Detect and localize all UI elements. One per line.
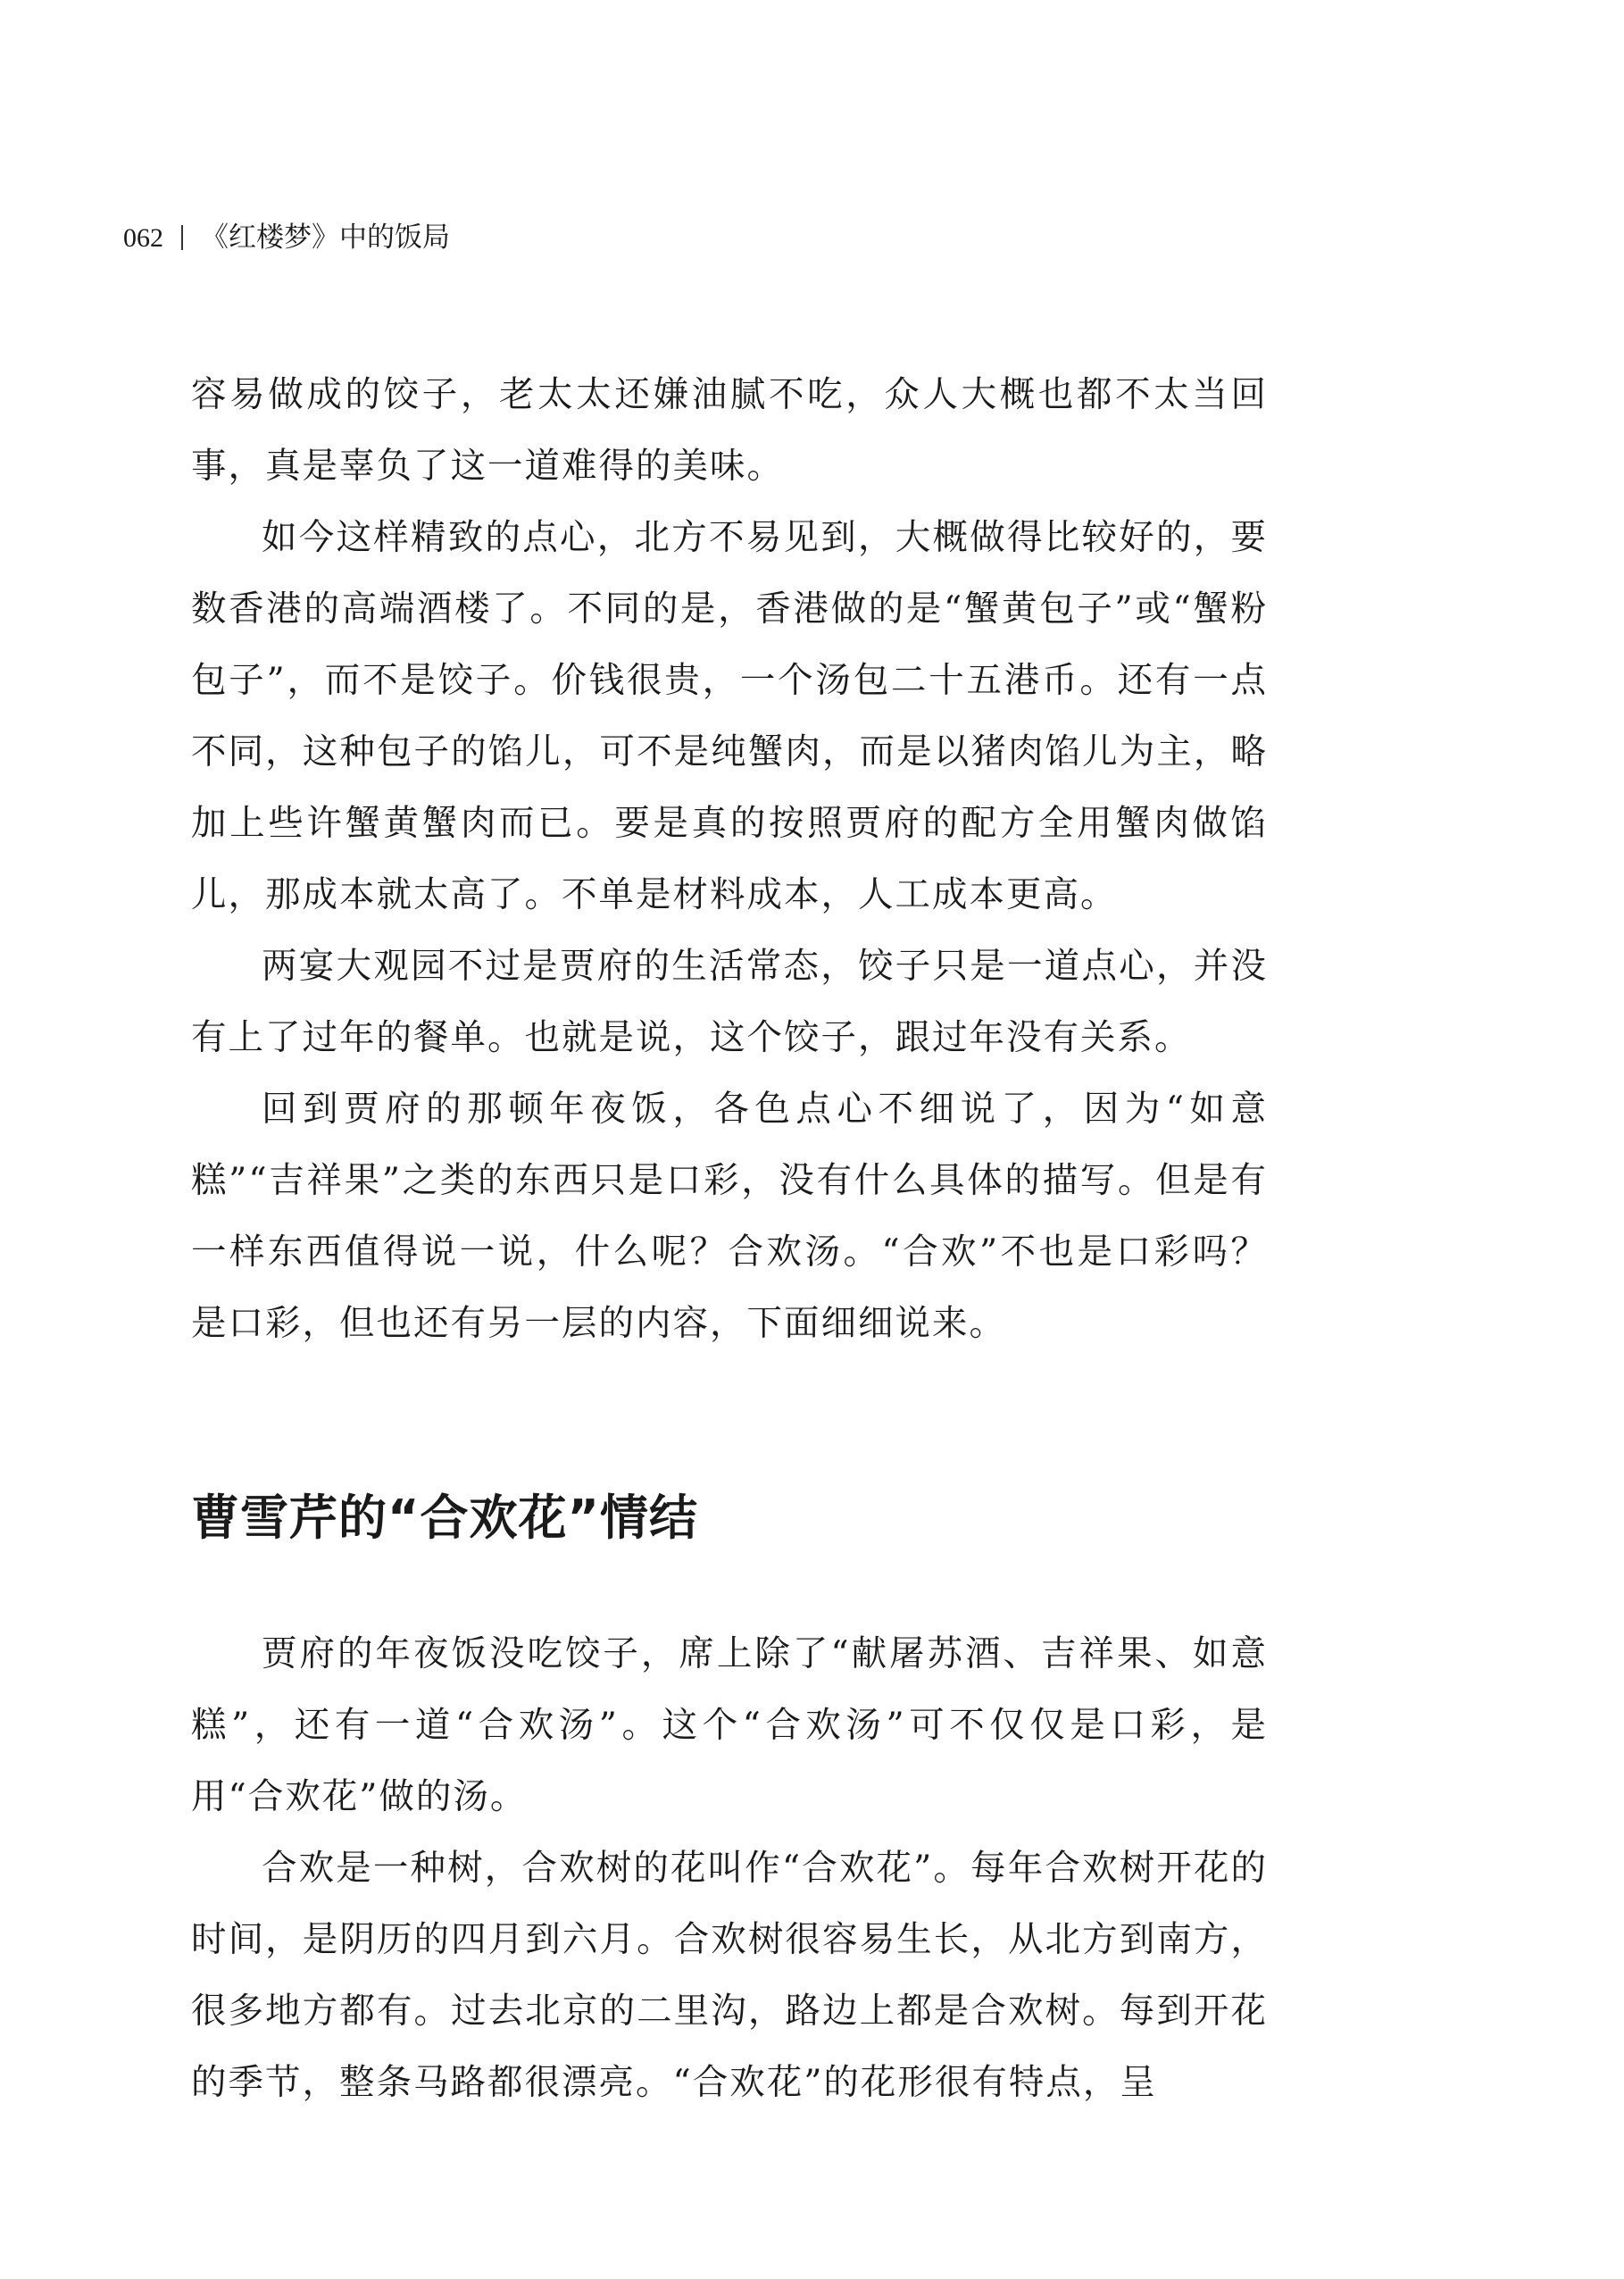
paragraph: 如今这样精致的点心，北方不易见到，大概做得比较好的，要数香港的高端酒楼了。不同的是，香港做的是“蟹黄包子”或“蟹粉包子”，而不是饺子。价钱很贵，一个汤包二十五港币。还有一点不同，这种包子的馅儿，可不是纯蟹肉，而是以猪肉馅儿为主，略加上些许蟹黄蟹肉而已。要是真的按照贾府的配方全用蟹肉做馅儿，那成本就太高了。不单是材料成本，人工成本更高。 xyxy=(191,517,1268,915)
paragraph: 容易做成的饺子，老太太还嫌油腻不吃，众人大概也都不太当回事，真是辜负了这一道难得的美味。 xyxy=(191,374,1268,487)
page-number: 062 xyxy=(123,223,163,253)
header-divider xyxy=(181,225,183,250)
body-text-bottom xyxy=(191,1618,1268,2118)
paragraph: 合欢是一种树，合欢树的花叫作“合欢花”。每年合欢树开花的时间，是阴历的四月到六月。合欢树很容易生长，从北方到南方，很多地方都有。过去北京的二里沟，路边上都是合欢树。每到开花的季节，整条马路都很漂亮。“合欢花”的花形很有特点，呈 xyxy=(191,1848,1268,2103)
paragraph: 两宴大观园不过是贾府的生活常态，饺子只是一道点心，并没有上了过年的餐单。也就是说，这个饺子，跟过年没有关系。 xyxy=(191,946,1268,1058)
paragraph: 贾府的年夜饭没吃饺子，席上除了“献屠苏酒、吉祥果、如意糕”，还有一道“合欢汤”。这个“合欢汤”可不仅仅是口彩，是用“合欢花”做的汤。 xyxy=(191,1633,1268,1817)
running-header xyxy=(123,220,450,256)
paragraph: 回到贾府的那顿年夜饭，各色点心不细说了，因为“如意糕”“吉祥果”之类的东西只是口彩，没有什么具体的描写。但是有一样东西值得说一说，什么呢？合欢汤。“合欢”不也是口彩吗？是口彩，但也还有另一层的内容，下面细细说来。 xyxy=(191,1089,1268,1344)
section-heading: 曹雪芹的“合欢花”情结 xyxy=(191,1490,698,1546)
book-title: 《红楼梦》中的饭局 xyxy=(201,221,450,254)
body-text-top xyxy=(191,359,1268,1359)
